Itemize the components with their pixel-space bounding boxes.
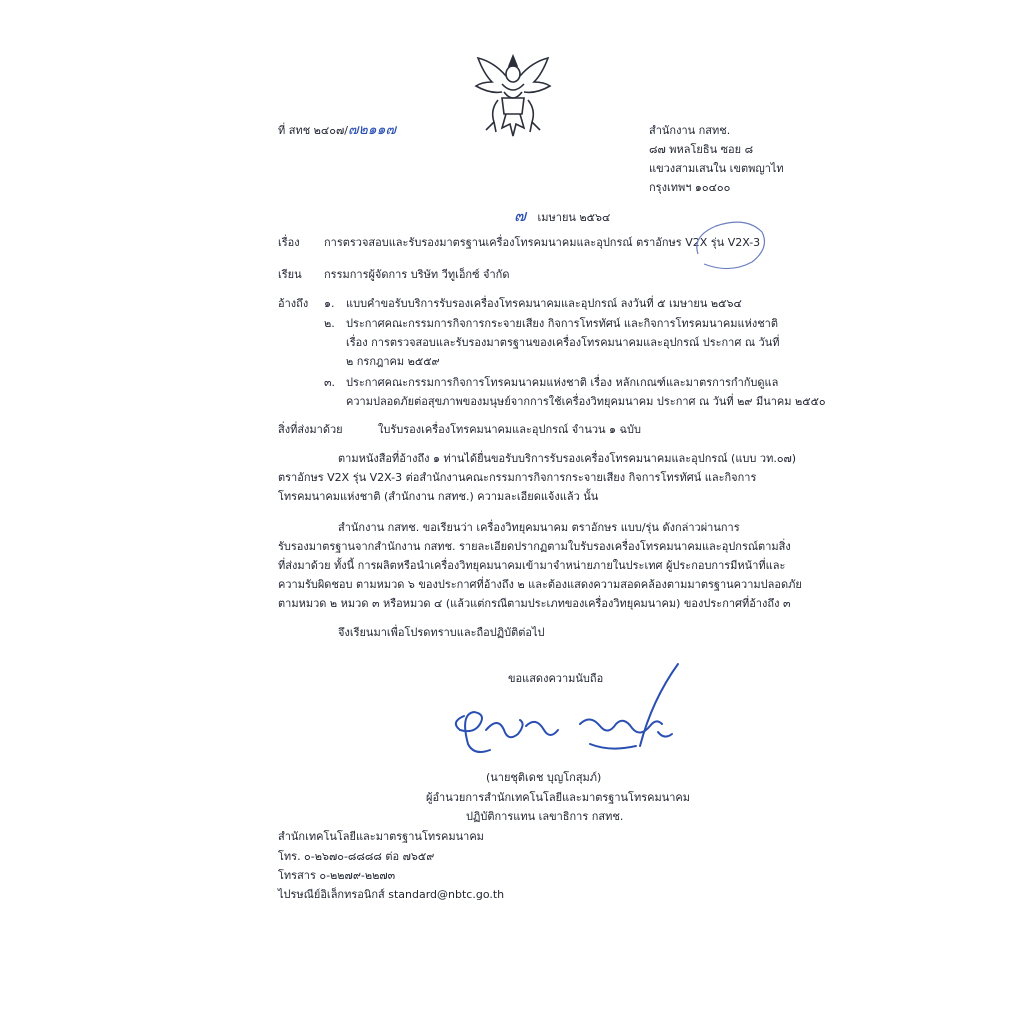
reference-num: ๓. (324, 376, 336, 389)
reference-number (278, 123, 396, 138)
date-month-year: เมษายน ๒๕๖๔ (537, 211, 611, 224)
reference-line: แบบคำขอรับบริการรับรองเครื่องโทรคมนาคมและอุปกรณ์ ลงวันที่ ๕ เมษายน ๒๕๖๔ (346, 297, 742, 310)
subject-text: การตรวจสอบและรับรองมาตรฐานเครื่องโทรคมนาคมและอุปกรณ์ ตราอักษร V2X รุ่น V2X-3 (324, 236, 761, 249)
enclosure-text: ใบรับรองเครื่องโทรคมนาคมและอุปกรณ์ จำนวน ๑ ฉบับ (378, 423, 641, 436)
sender-line: กรุงเทพฯ ๑๐๔๐๐ (649, 181, 731, 194)
signatory-acting: ปฏิบัติการแทน เลขาธิการ กสทช. (466, 810, 624, 823)
enclosure-label: สิ่งที่ส่งมาด้วย (278, 423, 343, 436)
reference-line: ๒ กรกฎาคม ๒๕๕๙ (346, 355, 440, 368)
footer-email: ไปรษณีย์อิเล็กทรอนิกส์ standard@nbtc.go.th (278, 888, 505, 901)
recipient-text: กรรมการผู้จัดการ บริษัท วีทูเอ็กซ์ จำกัด (324, 268, 510, 281)
closing-salutation: ขอแสดงความนับถือ (508, 672, 604, 685)
letter-date (514, 206, 611, 225)
date-day-handwritten: ๗ (514, 206, 527, 225)
sender-line: ๘๗ พหลโยธิน ซอย ๘ (649, 143, 754, 156)
footer-department: สำนักเทคโนโลยีและมาตรฐานโทรคมนาคม (278, 830, 484, 843)
recipient-label: เรียน (278, 268, 302, 281)
handwritten-signature (440, 660, 700, 780)
reference-num: ๑. (324, 297, 335, 310)
paragraph-line: ตราอักษร V2X รุ่น V2X-3 ต่อสำนักงานคณะกรรมการกิจการกระจายเสียง กิจการโทรทัศน์ และกิจการ (278, 471, 757, 484)
sender-line: แขวงสามเสนใน เขตพญาไท (649, 162, 784, 175)
paragraph-line: รับรองมาตรฐานจากสำนักงาน กสทช. รายละเอียดปรากฏตามใบรับรองเครื่องโทรคมนาคมและอุปกรณ์ตามสิ่ง (278, 540, 791, 553)
paragraph-line: ตามหนังสือที่อ้างถึง ๑ ท่านได้ยื่นขอรับบริการรับรองเครื่องโทรคมนาคมและอุปกรณ์ (แบบ วท.๐๗) (338, 452, 797, 465)
reference-line: ประกาศคณะกรรมการกิจการโทรคมนาคมแห่งชาติ เรื่อง หลักเกณฑ์และมาตรการกำกับดูแล (346, 376, 779, 389)
sender-line: สำนักงาน กสทช. (649, 124, 731, 137)
reference-number-prefix: ที่ สทช ๒๔๐๗/ (278, 124, 348, 137)
references-label: อ้างถึง (278, 297, 309, 310)
paragraph-line: ความรับผิดชอบ ตามหมวด ๖ ของประกาศที่อ้างถึง ๒ และต้องแสดงความสอดคล้องตามมาตรฐานความปลอดภัย (278, 578, 802, 591)
footer-fax: โทรสาร ๐-๒๒๗๙-๒๒๗๓ (278, 869, 396, 882)
handwritten-circle-mark (690, 218, 770, 274)
paragraph-line: ที่ส่งมาด้วย ทั้งนี้ การผลิตหรือนำเครื่องวิทยุคมนาคมเข้ามาจำหน่ายภายในประเทศ ผู้ประกอบการมีหน้าที่และ (278, 559, 786, 572)
subject-label: เรื่อง (278, 236, 300, 249)
signatory-title: ผู้อำนวยการสำนักเทคโนโลยีและมาตรฐานโทรคมนาคม (426, 791, 691, 804)
reference-line: ประกาศคณะกรรมการกิจการกระจายเสียง กิจการโทรทัศน์ และกิจการโทรคมนาคมแห่งชาติ (346, 317, 778, 330)
paragraph-line: โทรคมนาคมแห่งชาติ (สำนักงาน กสทช.) ความละเอียดแจ้งแล้ว นั้น (278, 490, 599, 503)
paragraph-line: ตามหมวด ๒ หมวด ๓ หรือหมวด ๔ (แล้วแต่กรณีตามประเภทของเครื่องวิทยุคมนาคม) ของประกาศที่อ้างถึง ๓ (278, 597, 791, 610)
reference-line: ความปลอดภัยต่อสุขภาพของมนุษย์จากการใช้เครื่องวิทยุคมนาคม ประกาศ ณ วันที่ ๒๙ มีนาคม ๒๕๕๐ (346, 395, 826, 408)
signatory-name: (นายชุติเดช บุญโกสุมภ์) (486, 771, 602, 784)
reference-line: เรื่อง การตรวจสอบและรับรองมาตรฐานของเครื่องโทรคมนาคมและอุปกรณ์ ประกาศ ณ วันที่ (346, 336, 780, 349)
reference-num: ๒. (324, 317, 335, 330)
body-paragraph-3: จึงเรียนมาเพื่อโปรดทราบและถือปฏิบัติต่อไป (338, 626, 545, 639)
garuda-emblem-icon (472, 52, 554, 144)
paragraph-line: สำนักงาน กสทช. ขอเรียนว่า เครื่องวิทยุคมนาคม ตราอักษร แบบ/รุ่น ดังกล่าวผ่านการ (338, 521, 740, 534)
footer-phone: โทร. ๐-๒๖๗๐-๘๘๘๘ ต่อ ๗๖๕๙ (278, 850, 435, 863)
reference-number-handwritten: ๗๒๑๑๗ (347, 122, 397, 138)
